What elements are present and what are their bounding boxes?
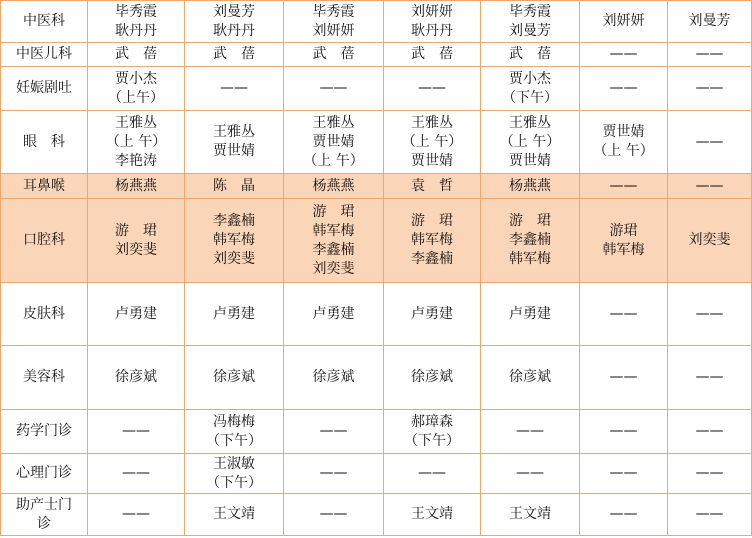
schedule-cell: 刘奕斐 [668, 199, 752, 283]
schedule-cell: 徐彦斌 [185, 346, 284, 410]
schedule-cell: —— [668, 67, 752, 111]
schedule-cell: 武 蓓 [284, 43, 384, 67]
dept-name: 心理门诊 [1, 454, 88, 494]
table-row [1, 43, 752, 67]
schedule-cell: —— [580, 410, 668, 454]
table-row [1, 111, 752, 174]
schedule-cell: 毕秀霞 刘妍妍 [284, 1, 384, 43]
schedule-cell: 卢勇建 [88, 283, 185, 346]
schedule-cell: —— [88, 454, 185, 494]
schedule-cell: —— [580, 174, 668, 199]
dept-name: 妊娠剧吐 [1, 67, 88, 111]
schedule-cell: —— [668, 174, 752, 199]
table-row [1, 67, 752, 111]
dept-name: 口腔科 [1, 199, 88, 283]
schedule-cell: 游 珺 李鑫楠 韩军梅 [481, 199, 580, 283]
schedule-cell: 武 蓓 [384, 43, 481, 67]
schedule-cell: —— [668, 494, 752, 536]
schedule-cell: —— [185, 67, 284, 111]
schedule-cell: 游 珺 刘奕斐 [88, 199, 185, 283]
schedule-cell: 游 珺 韩军梅 李鑫楠 [384, 199, 481, 283]
schedule-cell: —— [384, 454, 481, 494]
schedule-cell: 杨燕燕 [284, 174, 384, 199]
schedule-cell: 陈 晶 [185, 174, 284, 199]
schedule-cell: 武 蓓 [88, 43, 185, 67]
table-row [1, 199, 752, 283]
schedule-cell: —— [481, 454, 580, 494]
table-row [1, 174, 752, 199]
dept-name: 中医儿科 [1, 43, 88, 67]
schedule-cell: 卢勇建 [284, 283, 384, 346]
schedule-cell: —— [580, 67, 668, 111]
schedule-cell: —— [668, 410, 752, 454]
schedule-cell: 徐彦斌 [481, 346, 580, 410]
schedule-cell: —— [88, 410, 185, 454]
schedule-cell: 王雅丛 贾世婧 [185, 111, 284, 174]
schedule-cell: —— [668, 43, 752, 67]
schedule-cell: 袁 哲 [384, 174, 481, 199]
schedule-cell: 王雅丛 （上 午） 贾世婧 [481, 111, 580, 174]
schedule-cell: 贾世婧 （上 午） [580, 111, 668, 174]
schedule-cell: 卢勇建 [384, 283, 481, 346]
schedule-cell: —— [668, 454, 752, 494]
dept-name: 药学门诊 [1, 410, 88, 454]
table-row [1, 283, 752, 346]
table-row [1, 494, 752, 536]
schedule-cell: 毕秀霞 耿丹丹 [88, 1, 185, 43]
table-row [1, 1, 752, 43]
table-row [1, 346, 752, 410]
schedule-cell: 徐彦斌 [88, 346, 185, 410]
schedule-cell: 杨燕燕 [88, 174, 185, 199]
schedule-cell: 武 蓓 [185, 43, 284, 67]
dept-name: 耳鼻喉 [1, 174, 88, 199]
dept-name: 眼 科 [1, 111, 88, 174]
schedule-cell: 杨燕燕 [481, 174, 580, 199]
schedule-cell: 刘妍妍 [580, 1, 668, 43]
schedule-cell: —— [88, 494, 185, 536]
schedule-cell: —— [580, 494, 668, 536]
schedule-cell: —— [668, 283, 752, 346]
dept-name: 助产士门 诊 [1, 494, 88, 536]
schedule-cell: 王淑敏 （下午） [185, 454, 284, 494]
schedule-cell: 游 珺 韩军梅 李鑫楠 刘奕斐 [284, 199, 384, 283]
schedule-cell: —— [580, 454, 668, 494]
schedule-cell: —— [284, 494, 384, 536]
dept-name: 美容科 [1, 346, 88, 410]
schedule-cell: 冯梅梅 （下午） [185, 410, 284, 454]
schedule-cell: 毕秀霞 刘曼芳 [481, 1, 580, 43]
table-row [1, 454, 752, 494]
schedule-cell: 贾小杰 （下午） [481, 67, 580, 111]
schedule-cell: 卢勇建 [185, 283, 284, 346]
schedule-cell: 郝璋森 （下午） [384, 410, 481, 454]
schedule-cell: —— [284, 67, 384, 111]
schedule-cell: 徐彦斌 [384, 346, 481, 410]
schedule-cell: 王雅丛 贾世婧 （上 午） [284, 111, 384, 174]
schedule-cell: 徐彦斌 [284, 346, 384, 410]
schedule-cell: —— [668, 111, 752, 174]
dept-name: 皮肤科 [1, 283, 88, 346]
schedule-cell: —— [284, 410, 384, 454]
schedule-cell: —— [580, 43, 668, 67]
schedule-cell: 王雅丛 （上 午） 李艳涛 [88, 111, 185, 174]
table-row [1, 410, 752, 454]
schedule-cell: 武 蓓 [481, 43, 580, 67]
schedule-cell: 王文靖 [481, 494, 580, 536]
schedule-cell: 王文靖 [384, 494, 481, 536]
schedule-cell: 贾小杰 （上午） [88, 67, 185, 111]
schedule-cell: 刘曼芳 [668, 1, 752, 43]
schedule-cell: 刘妍妍 耿丹丹 [384, 1, 481, 43]
schedule-cell: 刘曼芳 耿丹丹 [185, 1, 284, 43]
schedule-cell: —— [580, 346, 668, 410]
schedule-cell: —— [481, 410, 580, 454]
schedule-cell: 王文靖 [185, 494, 284, 536]
schedule-cell: 王雅丛 （上 午） 贾世婧 [384, 111, 481, 174]
schedule-cell: —— [580, 283, 668, 346]
schedule-cell: 游珺 韩军梅 [580, 199, 668, 283]
dept-name: 中医科 [1, 1, 88, 43]
schedule-cell: 李鑫楠 韩军梅 刘奕斐 [185, 199, 284, 283]
schedule-cell: 卢勇建 [481, 283, 580, 346]
schedule-cell: —— [384, 67, 481, 111]
schedule-cell: —— [284, 454, 384, 494]
schedule-cell: —— [668, 346, 752, 410]
